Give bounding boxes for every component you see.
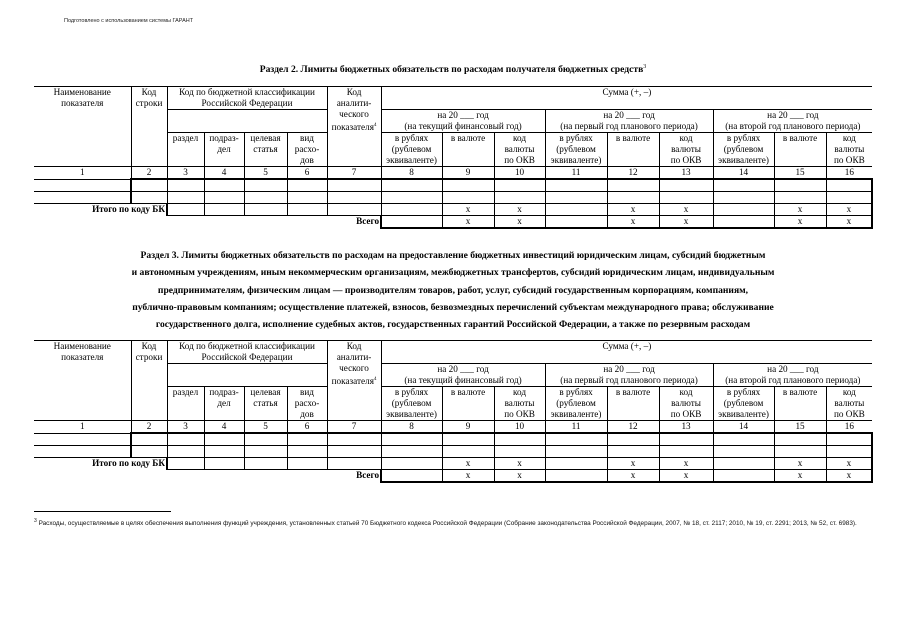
column-number: 1 [34,167,131,180]
header-okv-code: код валюты по ОКВ [826,133,872,167]
header-section: раздел [167,387,204,421]
table-cell[interactable] [287,433,327,446]
header-rubles: в рублях (рублевом эквиваленте) [713,387,774,421]
footnote-text: Расходы, осуществляемые в целях обеспечения выполнения функций учреждения, установленных статьей 70 Бюджетного кодекса Российской Федерации (Собрание законодательства Российской Федерации, 2007, № 18, ст. 2117; 2010, № 19, ст. 2291; 2013, № 52, ст. 6983). [38,520,857,528]
table-cell[interactable] [204,179,244,192]
table-cell[interactable] [167,204,204,216]
header-currency: в валюте [442,387,494,421]
table-cell[interactable] [545,446,607,458]
x-mark: x [659,458,713,470]
table-cell[interactable] [287,204,327,216]
table-cell[interactable] [826,192,872,204]
table-header-row [34,87,872,110]
header-section: раздел [167,133,204,167]
table-cell[interactable] [442,179,494,192]
table-cell[interactable] [131,433,167,446]
section-3-title-line: предпринимателям, физическим лицам — производителям товаров, работ, услуг, субсидий государственным корпорациям, компаниям, [157,284,749,296]
table-cell[interactable] [204,446,244,458]
itogo-row [34,204,872,216]
table-cell[interactable] [381,433,442,446]
x-mark: x [494,216,545,229]
table-cell[interactable] [287,192,327,204]
table-cell[interactable] [774,179,826,192]
table-cell[interactable] [713,192,774,204]
table-cell[interactable] [442,192,494,204]
header-bk-code: Код по бюджетной классификации Российской Федерации [167,87,327,110]
table-cell[interactable] [327,458,381,470]
table-cell[interactable] [381,179,442,192]
table-cell[interactable] [713,458,774,470]
header-rubles: в рублях (рублевом эквиваленте) [545,387,607,421]
table-cell[interactable] [545,458,607,470]
table-cell[interactable] [327,446,381,458]
table-cell[interactable] [713,433,774,446]
table-cell[interactable] [545,192,607,204]
column-number: 12 [607,421,659,434]
column-number: 4 [204,167,244,180]
x-mark: x [494,204,545,216]
header-okv-code: код валюты по ОКВ [826,387,872,421]
table-cell[interactable] [34,179,131,192]
table-cell[interactable] [131,192,167,204]
table-cell[interactable] [607,179,659,192]
table-cell[interactable] [381,192,442,204]
column-number: 6 [287,421,327,434]
table-cell[interactable] [659,433,713,446]
column-number: 8 [381,421,442,434]
table-cell[interactable] [204,458,244,470]
x-mark: x [494,470,545,483]
table-cell[interactable] [327,179,381,192]
table-cell[interactable] [327,192,381,204]
table-cell[interactable] [287,446,327,458]
header-currency: в валюте [607,387,659,421]
table-data-row [34,433,872,446]
table-cell[interactable] [774,192,826,204]
column-number: 7 [327,421,381,434]
footnote-divider [34,511,171,512]
table-cell[interactable] [713,204,774,216]
x-mark: x [826,216,872,229]
table-cell[interactable] [545,204,607,216]
column-number: 8 [381,167,442,180]
column-number: 14 [713,167,774,180]
column-number: 7 [327,167,381,180]
table-cell[interactable] [494,179,545,192]
itogo-label: Итого по коду БК [92,204,165,214]
x-mark: x [442,470,494,483]
table-cell[interactable] [244,446,287,458]
table-cell[interactable] [381,204,442,216]
x-mark: x [607,216,659,229]
x-mark: x [774,470,826,483]
vsego-row [34,216,872,229]
table-cell[interactable] [381,446,442,458]
header-name: Наименование показателя [34,341,131,421]
table-cell[interactable] [381,470,442,483]
header-rubles: в рублях (рублевом эквиваленте) [381,387,442,421]
header-sum: Сумма (+, –) [381,341,872,364]
table-cell[interactable] [34,192,131,204]
header-subsection: подраз- дел [204,387,244,421]
table-cell[interactable] [204,433,244,446]
column-number: 2 [131,421,167,434]
document-header: Подготовлено с использованием системы ГАРАНТ [64,18,194,24]
header-sum: Сумма (+, –) [381,87,872,110]
x-mark: x [826,470,872,483]
table-cell[interactable] [167,192,204,204]
table-cell[interactable] [287,179,327,192]
header-bk-spacer [167,364,327,387]
column-number: 11 [545,421,607,434]
header-row-code: Код строки [131,87,167,167]
column-number: 14 [713,421,774,434]
header-period-3: на 20 ___ год (на второй год планового периода) [713,364,872,387]
table-cell[interactable] [607,433,659,446]
table-cell[interactable] [494,192,545,204]
column-number: 13 [659,421,713,434]
x-mark: x [826,458,872,470]
header-rubles: в рублях (рублевом эквиваленте) [545,133,607,167]
table-cell[interactable] [131,446,167,458]
x-mark: x [774,204,826,216]
header-currency: в валюте [607,133,659,167]
table-cell[interactable] [167,458,204,470]
header-rubles: в рублях (рублевом эквиваленте) [381,133,442,167]
header-currency: в валюте [442,133,494,167]
header-expense-type: вид расхо- дов [287,133,327,167]
x-mark: x [607,458,659,470]
x-mark: x [494,458,545,470]
header-period-1: на 20 ___ год (на текущий финансовый год) [381,110,545,133]
section-3-title [34,247,872,333]
column-number: 9 [442,167,494,180]
table-cell[interactable] [34,446,131,458]
header-okv-code: код валюты по ОКВ [659,133,713,167]
column-number: 3 [167,421,204,434]
section-2-title-text: Раздел 2. Лимиты бюджетных обязательств по расходам получателя бюджетных средств [259,64,644,76]
table-cell[interactable] [826,179,872,192]
table-cell[interactable] [713,470,774,483]
column-number: 10 [494,421,545,434]
table-cell[interactable] [713,216,774,229]
table-data-row [34,192,872,204]
x-mark: x [442,204,494,216]
x-mark: x [659,204,713,216]
column-number: 5 [244,167,287,180]
x-mark: x [774,216,826,229]
table-cell[interactable] [826,446,872,458]
table-cell[interactable] [545,470,607,483]
column-number: 13 [659,167,713,180]
column-number: 2 [131,167,167,180]
section-2-note-ref: 3 [643,64,647,70]
table-cell[interactable] [494,433,545,446]
table-cell[interactable] [244,204,287,216]
table-cell[interactable] [381,216,442,229]
table-cell[interactable] [607,446,659,458]
table-cell[interactable] [327,433,381,446]
table-cell[interactable] [244,433,287,446]
column-number: 10 [494,167,545,180]
table-cell[interactable] [659,179,713,192]
table-cell[interactable] [713,446,774,458]
table-cell[interactable] [287,458,327,470]
column-number: 16 [826,167,872,180]
table-cell[interactable] [381,458,442,470]
table-cell[interactable] [545,216,607,229]
section-2-title [34,59,872,78]
table-cell[interactable] [34,433,131,446]
column-number: 16 [826,421,872,434]
header-analytic-code: Код аналити- ческого показателя$^4$ [327,341,381,421]
column-number: 12 [607,167,659,180]
table-cell[interactable] [167,446,204,458]
table-cell[interactable] [244,192,287,204]
footnote [34,516,870,530]
header-target-item: целевая статья [244,387,287,421]
column-number: 6 [287,167,327,180]
x-mark: x [826,204,872,216]
vsego-label: Всего [356,470,380,480]
column-number-row [34,421,872,434]
table-cell[interactable] [659,192,713,204]
header-currency: в валюте [774,387,826,421]
table-cell[interactable] [826,433,872,446]
x-mark: x [774,458,826,470]
table-cell[interactable] [244,179,287,192]
vsego-row [34,470,872,483]
table-cell[interactable] [167,179,204,192]
table-cell[interactable] [244,458,287,470]
header-okv-code: код валюты по ОКВ [659,387,713,421]
column-number: 4 [204,421,244,434]
budget-limits-table [34,340,873,483]
table-cell[interactable] [607,192,659,204]
header-expense-type: вид расхо- дов [287,387,327,421]
table-cell[interactable] [545,433,607,446]
header-subsection: подраз- дел [204,133,244,167]
header-rubles: в рублях (рублевом эквиваленте) [713,133,774,167]
table-cell[interactable] [774,433,826,446]
column-number: 1 [34,421,131,434]
header-target-item: целевая статья [244,133,287,167]
header-row-code: Код строки [131,341,167,421]
column-number: 15 [774,421,826,434]
footnote-ref: 3 [34,518,37,524]
table-cell[interactable] [659,446,713,458]
header-bk-spacer [167,110,327,133]
table-cell[interactable] [204,192,244,204]
column-number: 15 [774,167,826,180]
header-period-1: на 20 ___ год (на текущий финансовый год) [381,364,545,387]
header-analytic-code: Код аналити- ческого показателя$^4$ [327,87,381,167]
header-okv-code: код валюты по ОКВ [494,133,545,167]
table-cell[interactable] [167,433,204,446]
column-number: 3 [167,167,204,180]
table-cell[interactable] [713,179,774,192]
table-cell[interactable] [131,179,167,192]
table-cell[interactable] [442,433,494,446]
section-3-title-line: государственного долга, исполнение судебных актов, государственных гарантий Российской Федерации, а также по резервным расходам [155,319,751,331]
section-3-title-line: и автономным учреждениям, иным некоммерческим организациям, межбюджетных трансфертов, субсидий юридическим лицам, индивидуальным [131,267,775,279]
header-okv-code: код валюты по ОКВ [494,387,545,421]
header-name: Наименование показателя [34,87,131,167]
table-cell[interactable] [327,204,381,216]
table-cell[interactable] [442,446,494,458]
table-cell[interactable] [494,446,545,458]
table-data-row [34,446,872,458]
header-period-3: на 20 ___ год (на второй год планового периода) [713,110,872,133]
column-number: 5 [244,421,287,434]
column-number: 11 [545,167,607,180]
section-3-title-line: публично-правовым компаниям; осуществление платежей, взносов, безвозмездных перечислений субъектам международного права; обслуживание [132,301,774,313]
x-mark: x [442,216,494,229]
header-period-2: на 20 ___ год (на первый год планового периода) [545,110,713,133]
section-3-title-line: Раздел 3. Лимиты бюджетных обязательств по расходам на предоставление бюджетных инвестиций юридическим лицам, субсидий бюджетным [140,250,766,261]
header-currency: в валюте [774,133,826,167]
x-mark: x [659,216,713,229]
x-mark: x [442,458,494,470]
vsego-label: Всего [356,216,380,226]
budget-limits-table [34,86,873,229]
table-data-row [34,179,872,192]
itogo-row [34,458,872,470]
x-mark: x [607,470,659,483]
x-mark: x [607,204,659,216]
column-number-row [34,167,872,180]
header-bk-code: Код по бюджетной классификации Российской Федерации [167,341,327,364]
x-mark: x [659,470,713,483]
table-cell[interactable] [204,204,244,216]
table-cell[interactable] [545,179,607,192]
header-period-2: на 20 ___ год (на первый год планового периода) [545,364,713,387]
table-header-row [34,341,872,364]
table-cell[interactable] [774,446,826,458]
column-number: 9 [442,421,494,434]
itogo-label: Итого по коду БК [92,458,165,468]
